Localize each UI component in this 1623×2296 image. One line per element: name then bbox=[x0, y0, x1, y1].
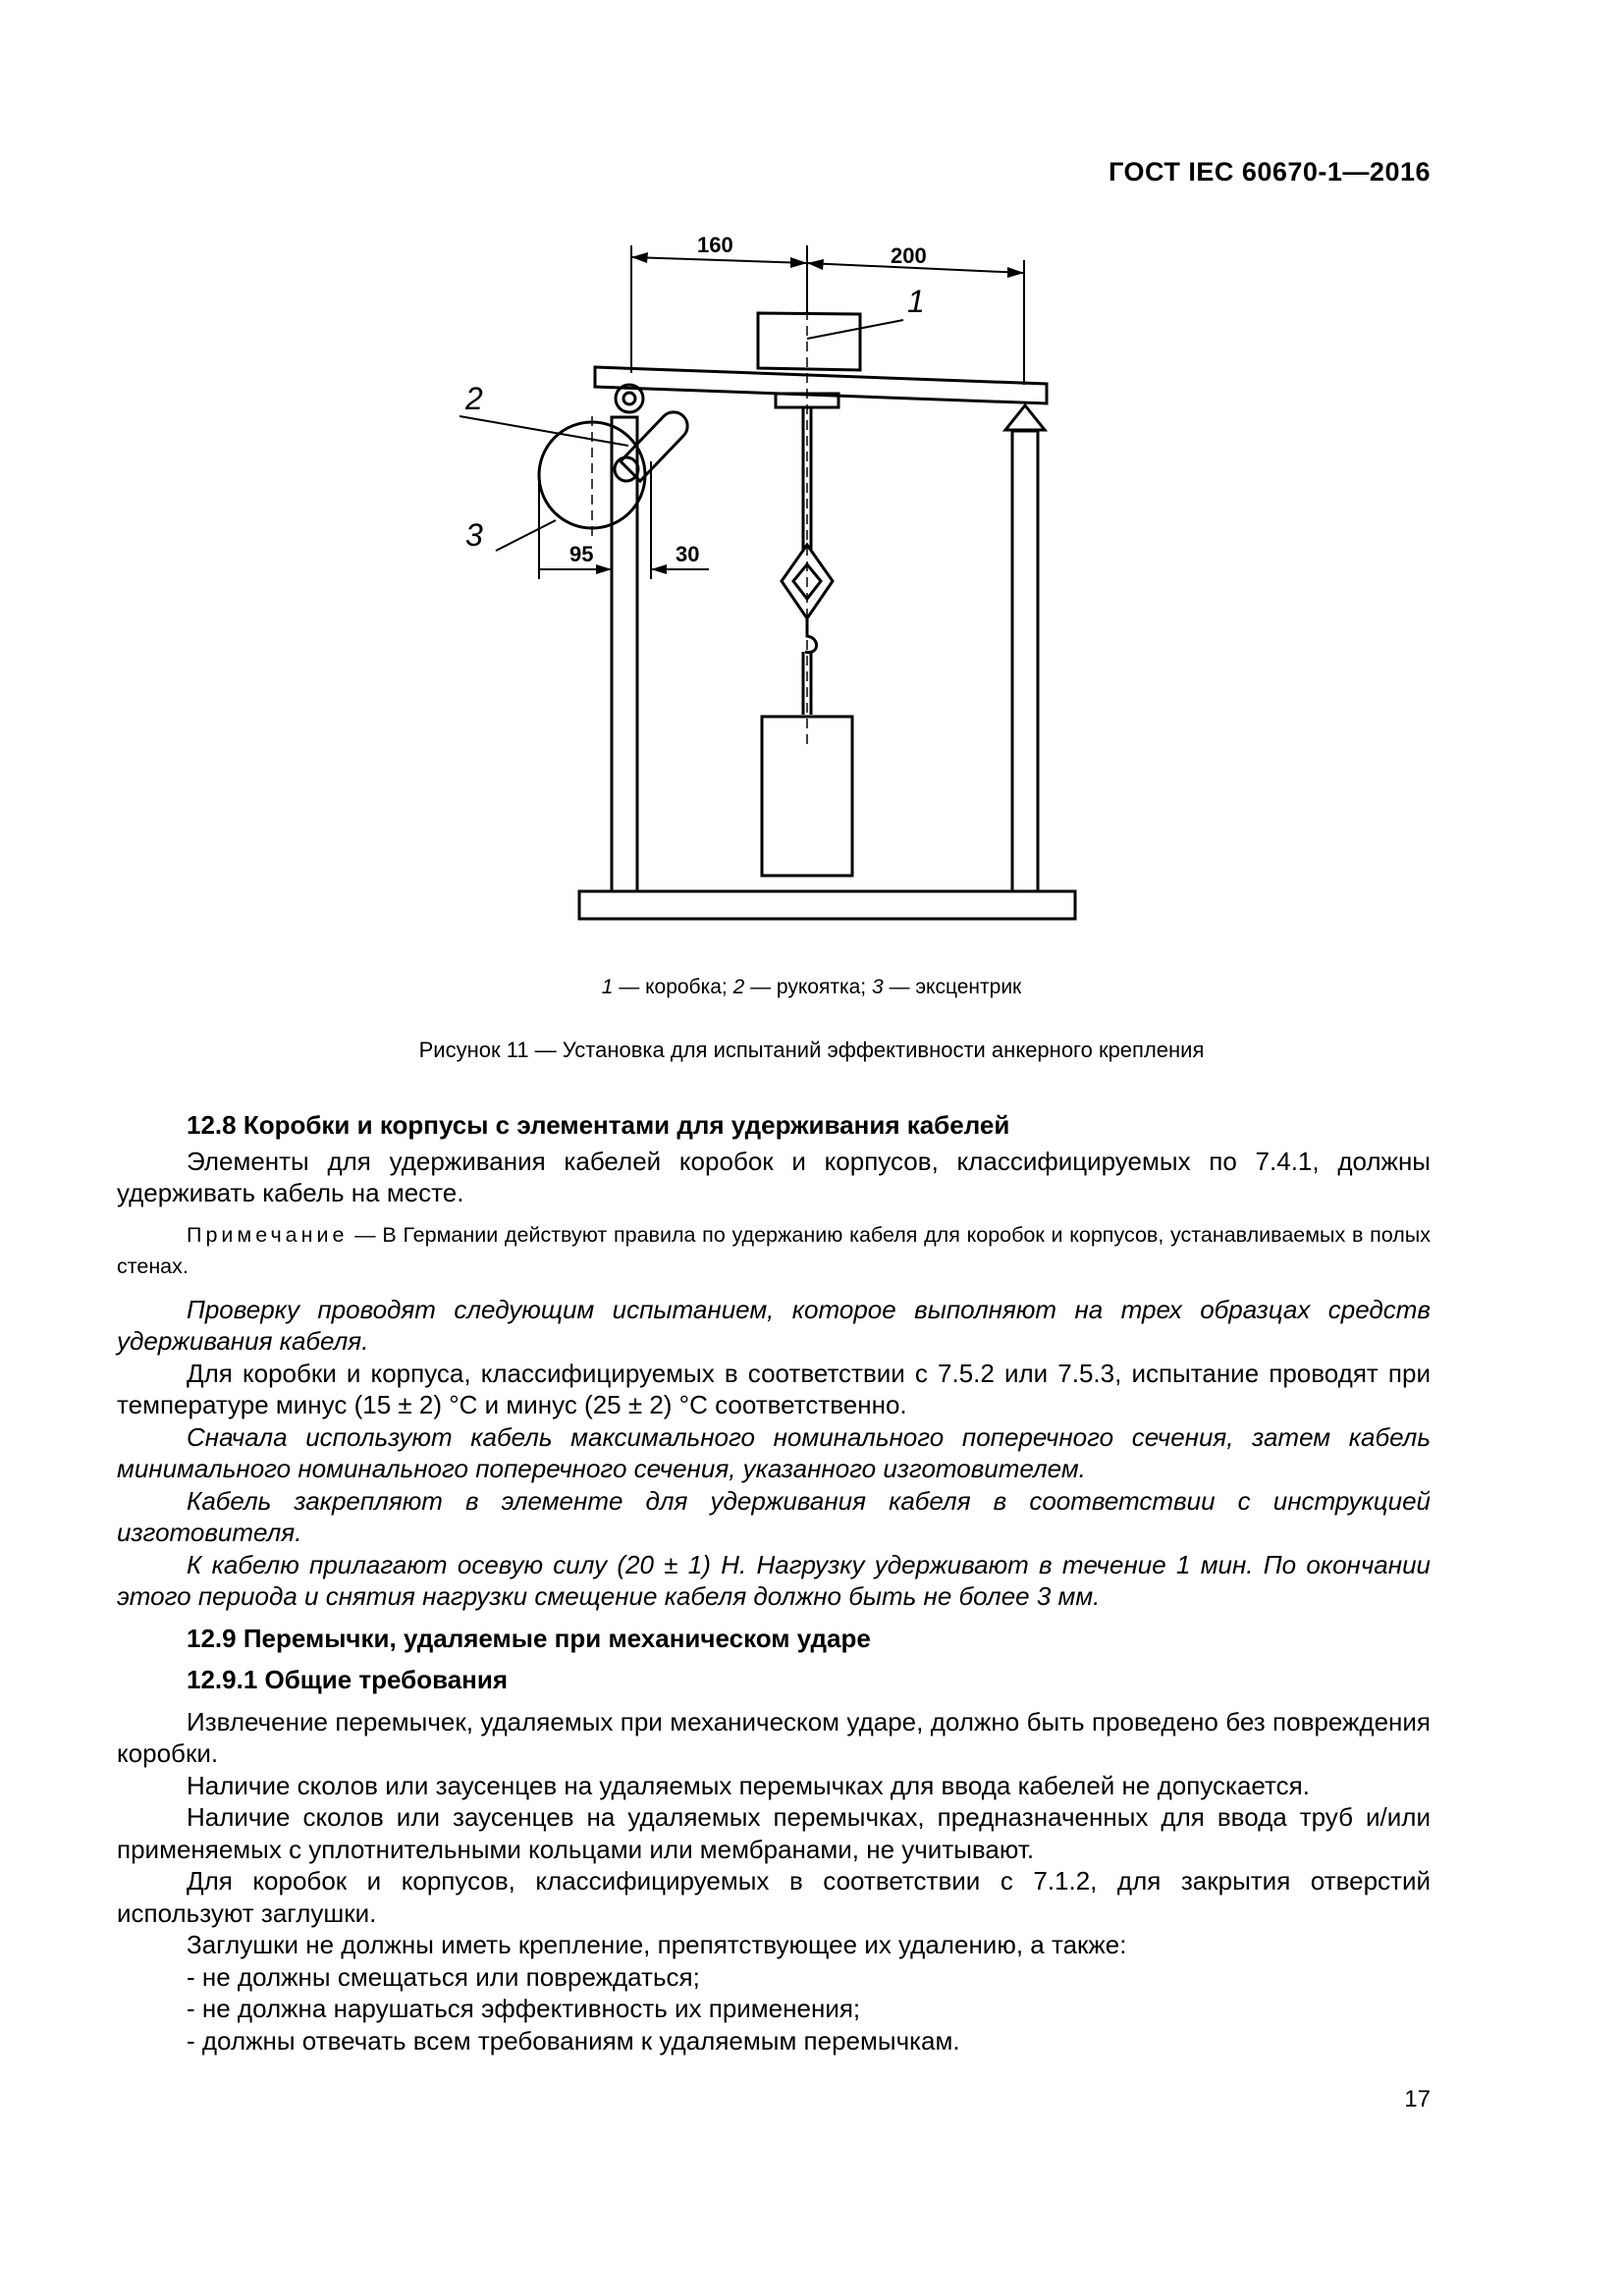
figure-legend: 1 — коробка; 2 — рукоятка; 3 — эксцентрик bbox=[601, 976, 1022, 998]
base-plate bbox=[579, 891, 1075, 919]
right-post bbox=[1012, 431, 1038, 891]
callout-1: 1 bbox=[907, 284, 925, 319]
paragraph: Кабель закрепляют в элементе для удерживания кабеля в соответствии с инструкцией изготовителя. bbox=[117, 1485, 1431, 1547]
paragraph: Наличие сколов или заусенцев на удаляемых перемычках, предназначенных для ввода труб и/или применяемых с уплотнительными кольцами или мембранами, не учитывают. bbox=[117, 1802, 1431, 1864]
pivot-support bbox=[1005, 405, 1045, 430]
subsection-heading-12-9-1: 12.9.1 Общие требования bbox=[187, 1665, 509, 1694]
paragraph: Для коробок и корпусов, классифицируемых в соответствии с 7.1.2, для закрытия отверстий используют заглушки. bbox=[117, 1866, 1431, 1928]
dim-30: 30 bbox=[676, 542, 700, 566]
paragraph: Проверку проводят следующим испытанием, которое выполняют на трех образцах средств удерживания кабеля. bbox=[117, 1294, 1431, 1356]
paragraph: К кабелю прилагают осевую силу (20 ± 1) Н. Нагрузку удерживают в течение 1 мин. По окончании этого периода и снятия нагрузки смещение кабеля должно быть не более 3 мм. bbox=[117, 1549, 1431, 1611]
test-apparatus-figure bbox=[0, 0, 1623, 942]
callout-2: 2 bbox=[465, 381, 483, 416]
note: Примечание — В Германии действуют правила по удержанию кабеля для коробок и корпусов, устанавливаемых в полых стенах. bbox=[117, 1222, 1431, 1278]
paragraph: Заглушки не должны иметь крепление, препятствующее их удалению, а также: bbox=[187, 1930, 1127, 1959]
paragraph: Сначала используют кабель максимального номинального поперечного сечения, затем кабель минимального номинального поперечного сечения, указанного изготовителем. bbox=[117, 1421, 1431, 1483]
callout-3: 3 bbox=[465, 517, 483, 553]
paragraph: Элементы для удерживания кабелей коробок и корпусов, классифицируемых по 7.4.1, должны удерживать кабель на месте. bbox=[117, 1146, 1431, 1207]
page-number: 17 bbox=[1404, 2086, 1431, 2112]
dim-200: 200 bbox=[891, 243, 927, 268]
left-post bbox=[612, 417, 637, 891]
list-item: - не должны смещаться или повреждаться; bbox=[187, 1961, 700, 1992]
lever-beam bbox=[595, 367, 1047, 403]
handle bbox=[621, 412, 687, 481]
list-item: - должны отвечать всем требованиям к удаляемым перемычкам. bbox=[187, 2025, 960, 2056]
document-header: ГОСТ IEC 60670-1—2016 bbox=[1109, 157, 1431, 187]
paragraph: Для коробки и корпуса, классифицируемых в соответствии с 7.5.2 или 7.5.3, испытание проводят при температуре минус (15 ± 2) °C и минус (25 ± 2) °C соответственно. bbox=[117, 1358, 1431, 1419]
section-heading-12-8: 12.8 Коробки и корпусы с элементами для удерживания кабелей bbox=[187, 1110, 1010, 1140]
dim-160: 160 bbox=[697, 233, 733, 257]
document-body bbox=[117, 1109, 1431, 2056]
paragraph: Извлечение перемычек, удаляемых при механическом ударе, должно быть проведено без повреждения коробки. bbox=[117, 1706, 1431, 1768]
figure-caption: Рисунок 11 — Установка для испытаний эффективности анкерного крепления bbox=[418, 1038, 1205, 1062]
list-item: - не должна нарушаться эффективность их применения; bbox=[187, 1994, 861, 2023]
box bbox=[758, 313, 860, 370]
dim-95: 95 bbox=[569, 542, 594, 566]
paragraph: Наличие сколов или заусенцев на удаляемых перемычках для ввода кабелей не допускается. bbox=[187, 1770, 1310, 1800]
section-heading-12-9: 12.9 Перемычки, удаляемые при механическом ударе bbox=[187, 1623, 871, 1653]
